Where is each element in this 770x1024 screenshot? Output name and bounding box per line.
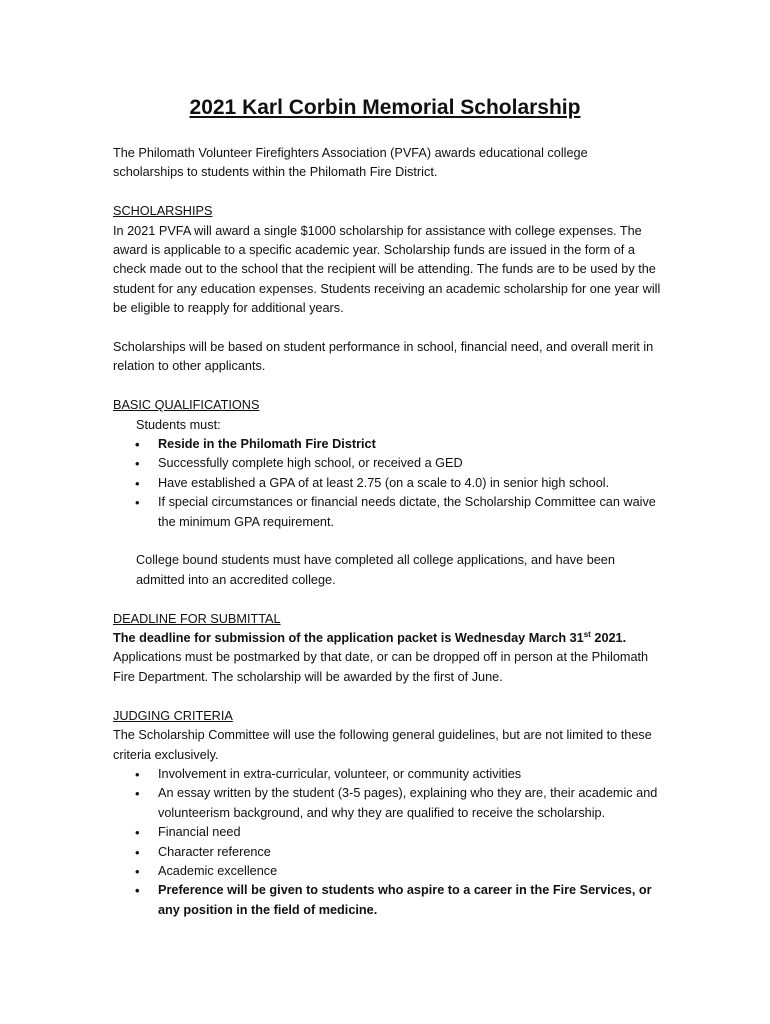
intro-paragraph: The Philomath Volunteer Firefighters Association (PVFA) awards educational college scholarships to students within the Philomath Fire District. <box>113 146 588 180</box>
list-item: • Character reference <box>158 843 661 862</box>
list-item: • Have established a GPA of at least 2.75 (on a scale to 4.0) in senior high school. <box>158 474 661 493</box>
deadline-body: Applications must be postmarked by that date, or can be dropped off in person at the Philomath Fire Department. The scholarship will be awarded by the first of June. <box>113 650 649 684</box>
scholarships-heading: SCHOLARSHIPS <box>113 204 213 219</box>
qualifications-note: College bound students must have completed all college applications, and have been admitted into an accredited college. <box>136 553 615 587</box>
scholarships-basis: Scholarships will be based on student performance in school, financial need, and overall merit in relation to other applicants. <box>113 340 654 374</box>
document-title: 2021 Karl Corbin Memorial Scholarship <box>189 96 581 119</box>
qualifications-lead: Students must: <box>136 417 221 432</box>
judging-list <box>113 765 661 920</box>
judging-heading: JUDGING CRITERIA <box>113 708 233 723</box>
document-body <box>113 144 661 920</box>
list-item: • An essay written by the student (3-5 pages), explaining who they are, their academic and volunteerism background, and why they are qualified to receive the scholarship. <box>158 784 661 823</box>
qualifications-list <box>113 435 661 532</box>
list-item: • Financial need <box>158 823 661 842</box>
qualifications-heading: BASIC QUALIFICATIONS <box>113 398 260 413</box>
list-item: • Reside in the Philomath Fire District <box>158 435 661 454</box>
list-item: • If special circumstances or financial needs dictate, the Scholarship Committee can waive the minimum GPA requirement. <box>158 493 661 532</box>
list-item: • Successfully complete high school, or received a GED <box>158 454 661 473</box>
judging-lead: The Scholarship Committee will use the following general guidelines, but are not limited to these criteria exclusively. <box>113 728 652 762</box>
deadline-heading: DEADLINE FOR SUBMITTAL <box>113 611 281 626</box>
deadline-statement: The deadline for submission of the application packet is Wednesday March 31st 2021. <box>113 629 627 646</box>
list-item: • Involvement in extra-curricular, volunteer, or community activities <box>158 765 661 784</box>
list-item-preference: • Preference will be given to students who aspire to a career in the Fire Services, or any position in the field of medicine. <box>158 881 661 920</box>
scholarships-body: In 2021 PVFA will award a single $1000 scholarship for assistance with college expenses. The award is applicable to a specific academic year. Scholarship funds are issued in the form of a check made out to the school that the recipient will be attending. The funds are to be used by the student for any education expenses. Students receiving an academic scholarship for one year will be eligible to reapply for additional years. <box>113 223 661 316</box>
list-item: • Academic excellence <box>158 862 661 881</box>
